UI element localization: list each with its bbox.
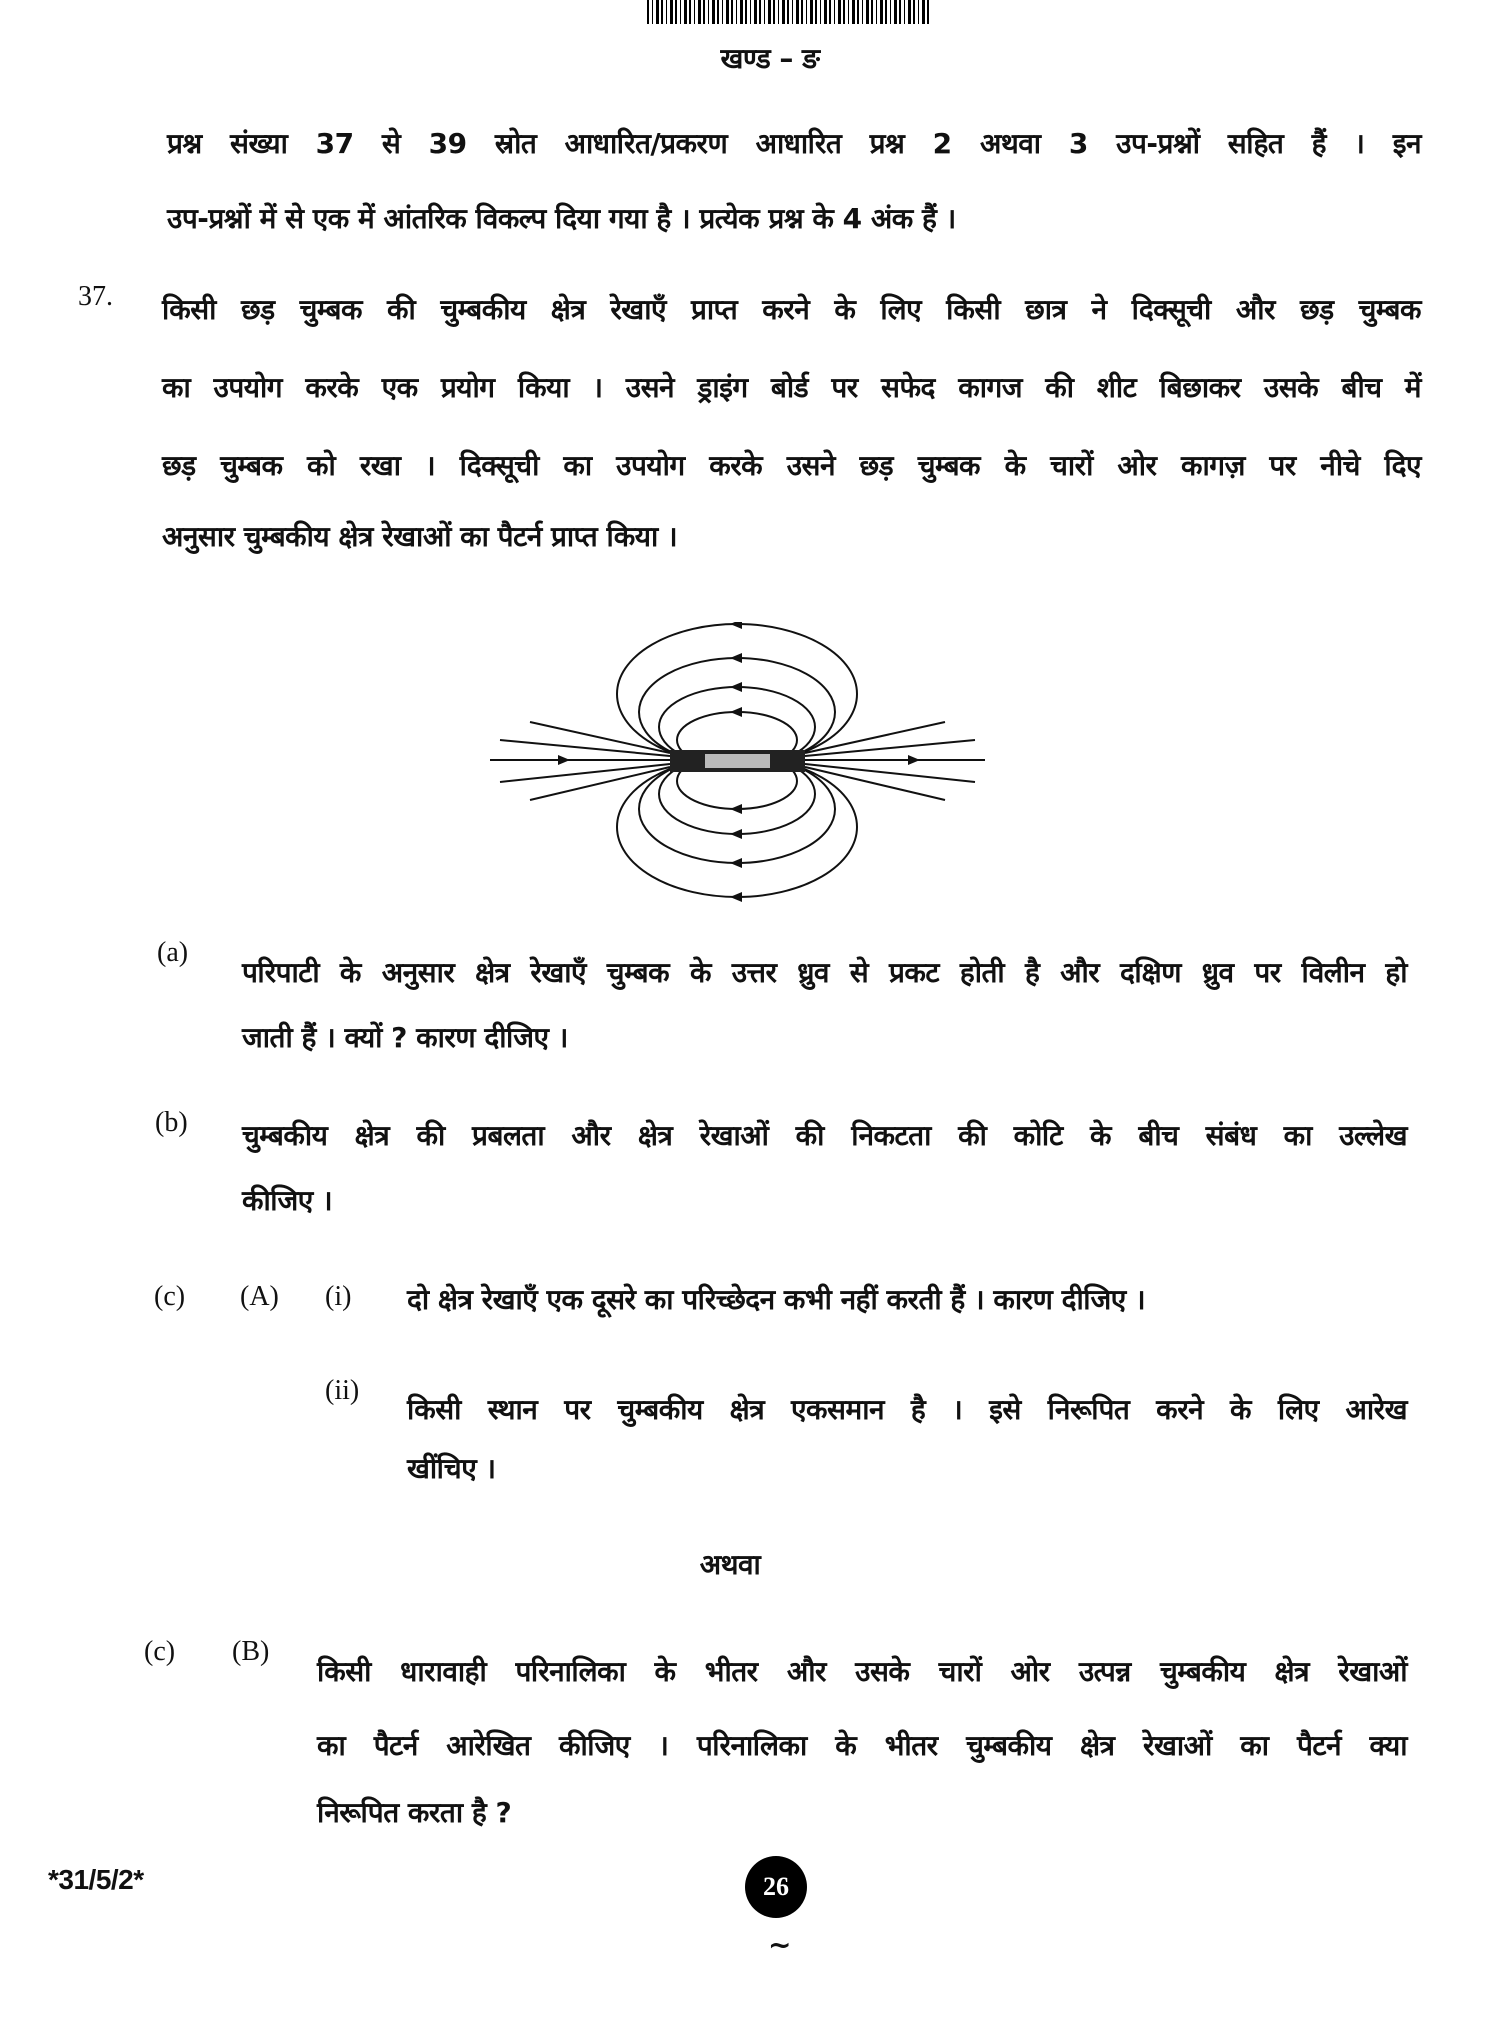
section-title: खण्ड – ङ [720,42,820,75]
part-c-a-label: (A) [240,1281,279,1312]
part-c-a-ii-text-line: खींचिए । [407,1452,496,1485]
question-number: 37. [78,281,113,312]
instructions-line-1: प्रश्न संख्या 37 से 39 स्रोत आधारित/प्रकरण आधारित प्रश्न 2 अथवा 3 उप-प्रश्नों सहित हैं । इन [167,127,1421,160]
part-c-b-text-line: का पैटर्न आरेखित कीजिए । परिनालिका के भीतर चुम्बकीय क्षेत्र रेखाओं का पैटर्न क्या [317,1729,1407,1762]
question-text-line: अनुसार चुम्बकीय क्षेत्र रेखाओं का पैटर्न प्राप्त किया । [162,520,678,553]
part-c-b-text-line: किसी धारावाही परिनालिका के भीतर और उसके चारों ओर उत्पन्न चुम्बकीय क्षेत्र रेखाओं [317,1655,1407,1688]
part-c-a-i-label: (i) [325,1281,352,1312]
instructions-line-2: उप-प्रश्नों में से एक में आंतरिक विकल्प दिया गया है । प्रत्येक प्रश्न के 4 अंक हैं । [167,202,956,235]
part-c-a-i-text: दो क्षेत्र रेखाएँ एक दूसरे का परिच्छेदन कभी नहीं करती हैं । कारण दीजिए । [407,1283,1146,1316]
footer-mark: ~ [768,1928,791,1961]
part-b-text-line: चुम्बकीय क्षेत्र की प्रबलता और क्षेत्र रेखाओं की निकटता की कोटि के बीच संबंध का उल्लेख [242,1119,1407,1152]
question-text-line: किसी छड़ चुम्बक की चुम्बकीय क्षेत्र रेखाएँ प्राप्त करने के लिए किसी छात्र ने दिक्सूची और छड़ चुम्बक [162,293,1421,326]
barcode [647,0,930,24]
bar-magnet-field-lines-diagram [490,622,985,902]
part-c-a-ii-label: (ii) [325,1375,360,1406]
part-c-a-ii-text-line: किसी स्थान पर चुम्बकीय क्षेत्र एकसमान है । इसे निरूपित करने के लिए आरेख [407,1393,1407,1426]
paper-code: *31/5/2* [48,1864,144,1895]
part-a-label: (a) [157,937,189,968]
or-label: अथवा [699,1548,761,1581]
part-b-text-line: कीजिए । [242,1184,333,1217]
part-c-label: (c) [144,1636,176,1667]
question-text-line: छड़ चुम्बक को रखा । दिक्सूची का उपयोग करके उसने छड़ चुम्बक के चारों ओर कागज़ पर नीचे दिए [162,449,1421,482]
part-a-text-line: जाती हैं । क्यों ? कारण दीजिए । [242,1021,568,1054]
page-number-badge: 26 [745,1856,807,1918]
part-b-label: (b) [155,1107,188,1138]
question-text-line: का उपयोग करके एक प्रयोग किया । उसने ड्राइंग बोर्ड पर सफेद कागज की शीट बिछाकर उसके बीच में [162,371,1421,404]
part-c-label: (c) [154,1281,186,1312]
part-a-text-line: परिपाटी के अनुसार क्षेत्र रेखाएँ चुम्बक के उत्तर ध्रुव से प्रकट होती है और दक्षिण ध्रुव पर विलीन हो [242,956,1407,989]
part-c-b-text-line: निरूपित करता है ? [317,1796,512,1829]
part-c-b-label: (B) [232,1636,270,1667]
